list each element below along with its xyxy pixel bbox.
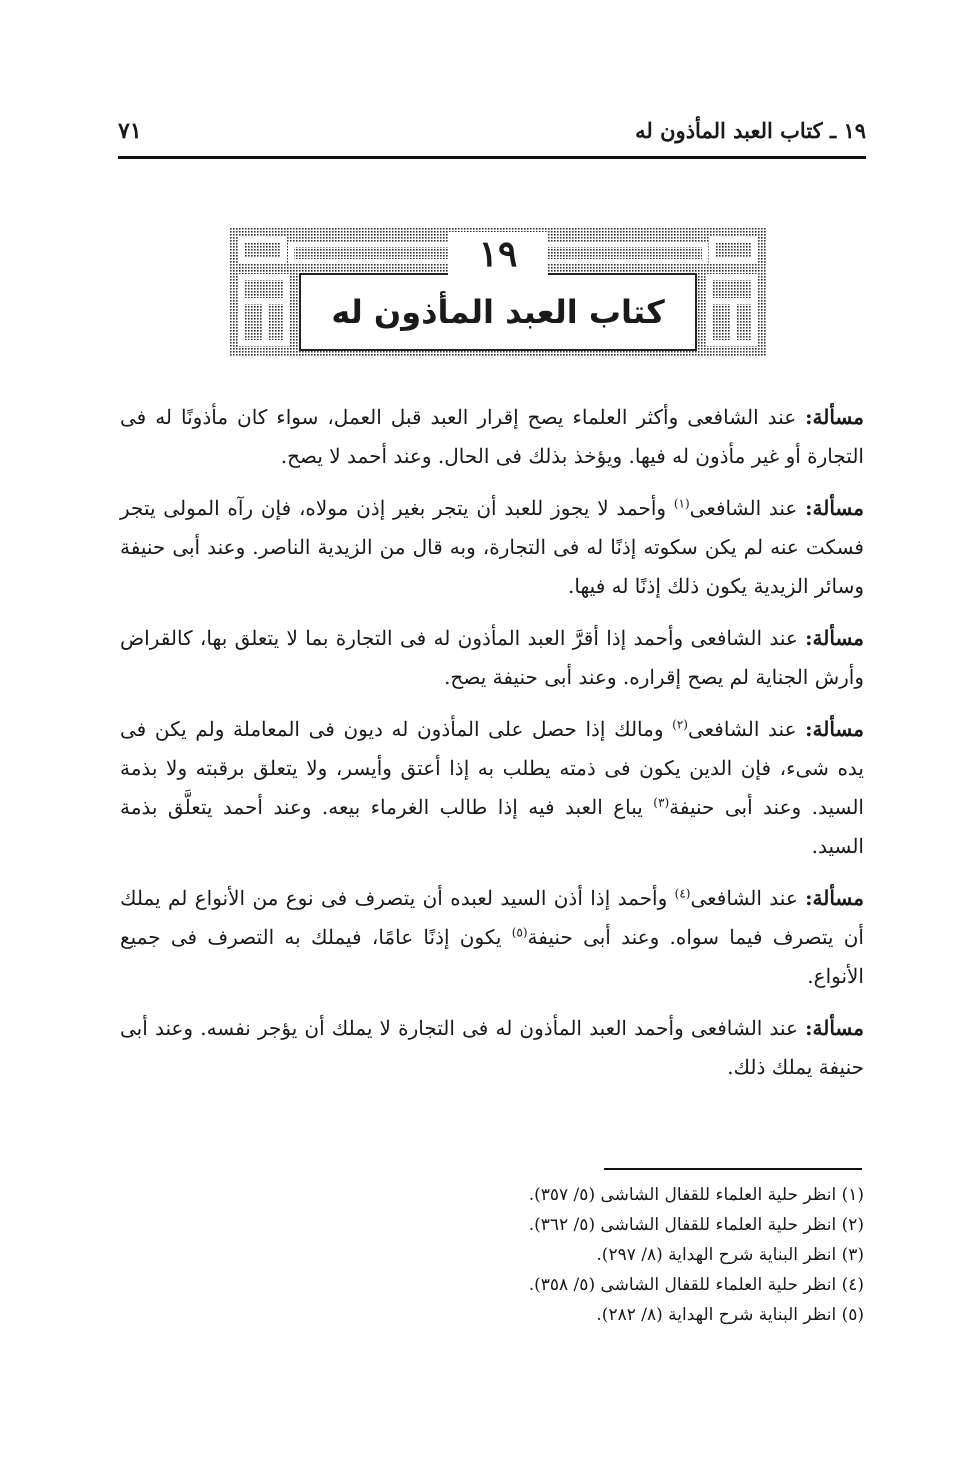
mas-ala-paragraph <box>120 398 864 476</box>
chapter-banner <box>230 228 766 356</box>
mas-ala-paragraph <box>120 879 864 996</box>
paragraph-text: عند الشافعى <box>687 717 797 741</box>
footnote-marker: (٢) <box>672 717 688 732</box>
footnote-item: (٥) انظر البناية شرح الهداية (٨/ ٢٨٢). <box>596 1305 864 1325</box>
footnotes <box>120 1180 864 1330</box>
footnote-marker: (٣) <box>653 795 670 810</box>
footnote-marker: (١) <box>673 496 690 511</box>
paragraph-text: عند الشافعى <box>690 886 798 910</box>
paragraph-text: عند الشافعى <box>689 496 798 520</box>
chapter-number: ١٩ <box>448 232 548 276</box>
running-header <box>118 118 866 159</box>
footnote-item: (٣) انظر البناية شرح الهداية (٨/ ٢٩٧). <box>596 1245 864 1265</box>
body-text <box>120 398 864 1100</box>
paragraph-label: مسألة: <box>805 717 864 741</box>
paragraph-text: وأحمد لا يجوز للعبد أن يتجر بغير إذن مولاه، فإن رآه المولى يتجر فسكت عنه لم يكن سكوته إذنًا له فى التجارة، وبه قال من الزيدية الناصر. وعند أبى حنيفة وسائر الزيدية يكون ذلك إذنًا له فيها. <box>120 496 864 598</box>
paragraph-label: مسألة: <box>805 496 864 520</box>
footnote-item: (٤) انظر حلية العلماء للقفال الشاشى (٥/ ٣٥٨). <box>528 1275 864 1295</box>
running-title: ١٩ ـ كتاب العبد المأذون له <box>635 118 866 143</box>
footnote-item: (٢) انظر حلية العلماء للقفال الشاشى (٥/ ٣٦٢). <box>528 1215 864 1235</box>
mas-ala-paragraph <box>120 619 864 697</box>
footnote-marker: (٤) <box>674 886 691 901</box>
mas-ala-paragraph <box>120 1009 864 1087</box>
paragraph-text: يباع العبد فيه إذا طالب الغرماء بيعه. وعند أحمد يتعلَّق بذمة السيد. <box>120 795 864 858</box>
footnote-divider <box>604 1168 862 1170</box>
paragraph-text: عند الشافعى وأحمد العبد المأذون له فى التجارة لا يملك أن يؤجر نفسه. وعند أبى حنيفة يملك ذلك. <box>120 1016 864 1079</box>
paragraph-label: مسألة: <box>805 626 865 650</box>
paragraph-text: عند الشافعى وأحمد إذا أقرَّ العبد المأذون له فى التجارة بما لا يتعلق بها، كالقراض وأرش الجناية لم يصح إقراره. وعند أبى حنيفة يصح. <box>120 626 864 689</box>
footnote-item: (١) انظر حلية العلماء للقفال الشاشى (٥/ ٣٥٧). <box>528 1185 864 1205</box>
paragraph-text: يكون إذنًا عامًا، فيملك به التصرف فى جميع الأنواع. <box>120 925 864 988</box>
paragraph-text: عند الشافعى وأكثر العلماء يصح إقرار العبد قبل العمل، سواء كان مأذونًا له فى التجارة أو غير مأذون له فيها. ويؤخذ بذلك فى الحال. وعند أحمد لا يصح. <box>120 405 864 468</box>
paragraph-label: مسألة: <box>805 405 864 429</box>
mas-ala-paragraph <box>120 489 864 606</box>
paragraph-label: مسألة: <box>805 1016 864 1040</box>
mas-ala-paragraph <box>120 710 864 866</box>
paragraph-text: ومالك إذا حصل على المأذون له ديون فى المعاملة ولم يكن فى يده شىء، فإن الدين يكون فى ذمته يطلب به إذا أعتق وأيسر، ولا يتعلق برقبته ولا بذمة السيد. وعند أبى حنيفة <box>120 717 864 819</box>
paragraph-label: مسألة: <box>805 886 864 910</box>
page-number: ٧١ <box>118 118 142 144</box>
paragraph-text: وأحمد إذا أذن السيد لعبده أن يتصرف فى نوع من الأنواع لم يملك أن يتصرف فيما سواه. وعند أبى حنيفة <box>120 886 864 949</box>
chapter-title: كتاب العبد المأذون له <box>331 293 665 331</box>
footnote-marker: (٥) <box>511 925 528 940</box>
